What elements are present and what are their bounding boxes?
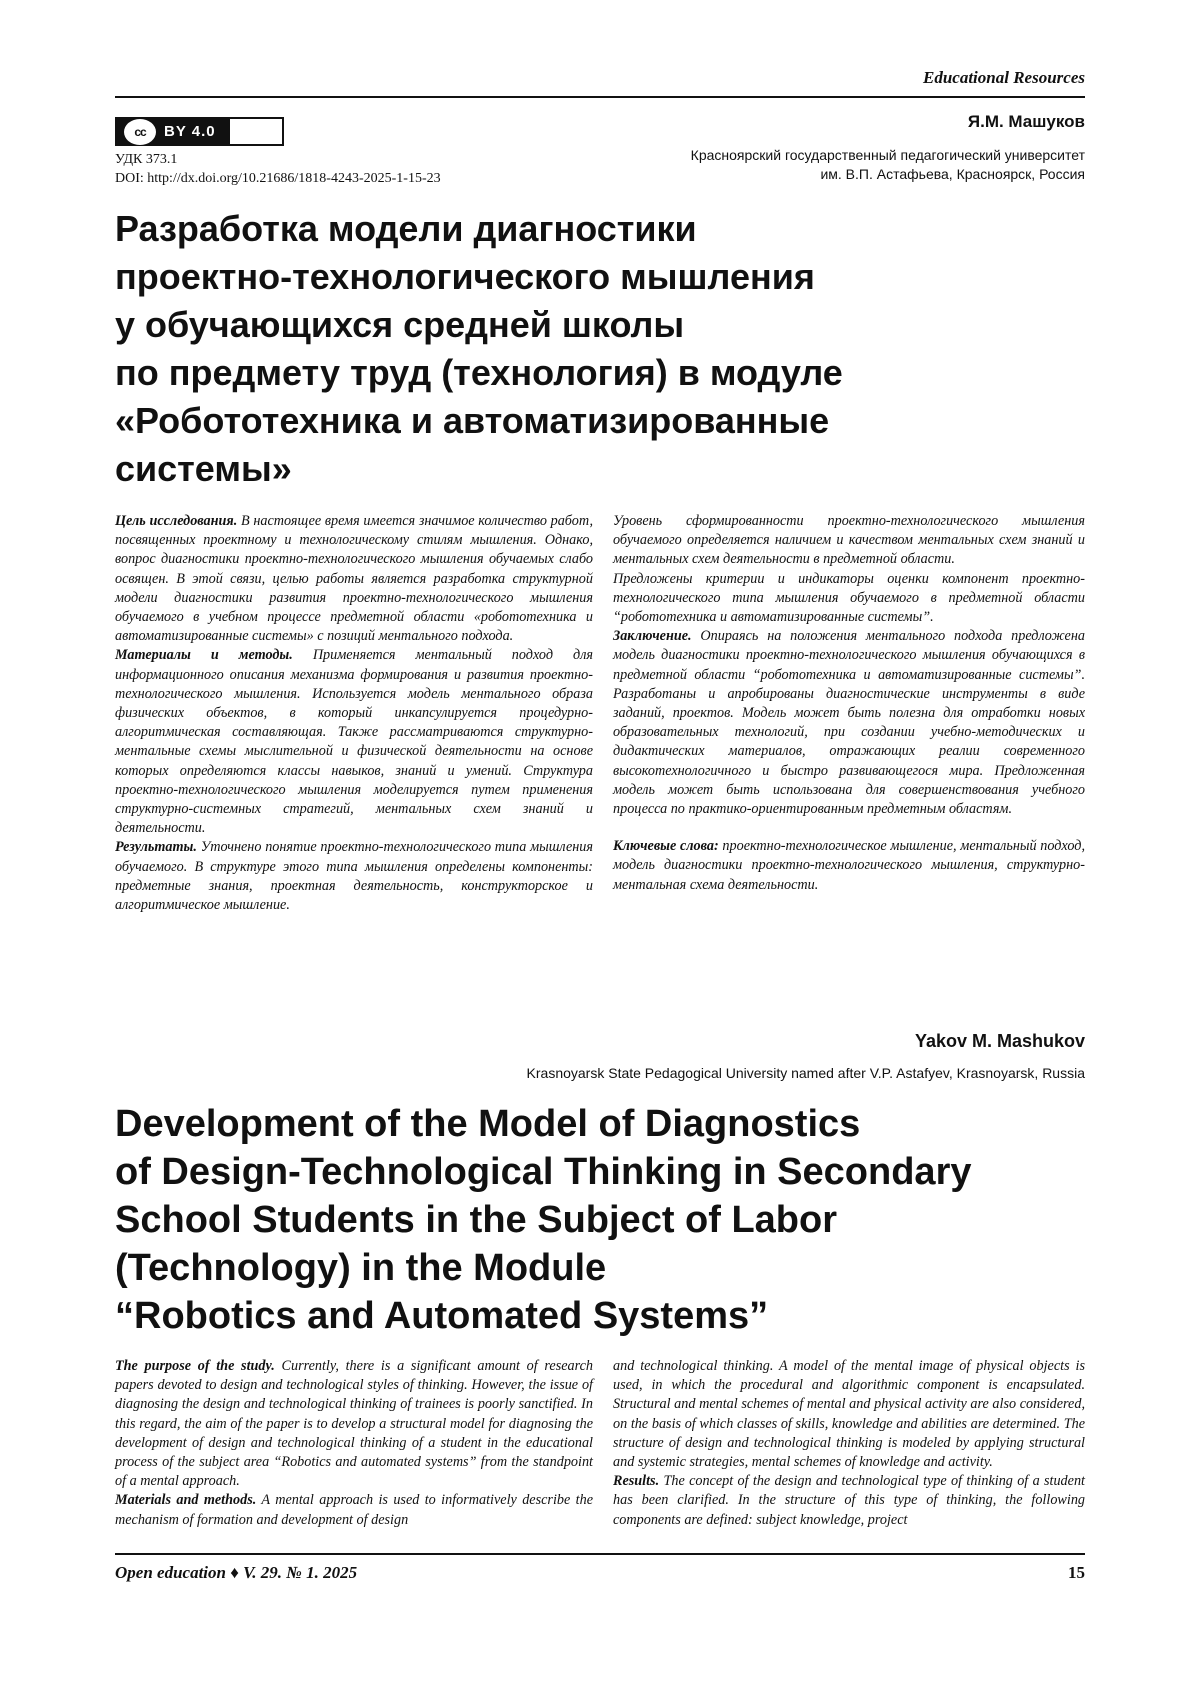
- ru-affiliation-line: Красноярский государственный педагогический университет: [690, 147, 1085, 163]
- en-title-line: (Technology) in the Module: [115, 1247, 607, 1289]
- udc-code: УДК 373.1: [115, 152, 178, 167]
- ru-title-line: «Робототехника и автоматизированные: [115, 400, 830, 441]
- article-meta: [115, 150, 441, 188]
- en-title-line: of Design-Technological Thinking in Secondary: [115, 1151, 972, 1193]
- ru-results-label: Результаты.: [115, 839, 197, 856]
- ru-title: [115, 205, 1075, 493]
- ru-results-text: Уточнено понятие проектно-технологического типа мышления обучаемого. В структуре этого типа мышления определены компоненты: предметные знания, проектная деятельность, конструкторское и алгоритмическое мышление.: [115, 839, 593, 914]
- en-title-line: School Students in the Subject of Labor: [115, 1199, 838, 1241]
- license-badge[interactable]: [115, 117, 284, 146]
- ru-methods-text: Применяется ментальный подход для информационного описания механизма формирования и развития проектно-технологического мышления. Используется модель ментального образа физических объектов, в который инкапсулируется процедурно-алгоритмическая составляющая. Также рассматриваются структурно-ментальные схемы мыслительной и физической деятельности на основе которых определяются классы навыков, знаний и умений. Структура проектно-технологического мышления моделируется путем применения структурно-системных стратегий, ментальных схем знаний и деятельности.: [115, 647, 593, 837]
- cc-icon: cc: [124, 119, 156, 145]
- en-purpose-paragraph: [115, 1357, 593, 1491]
- en-affiliation: Krasnoyarsk State Pedagogical University named after V.P. Astafyev, Krasnoyarsk, Russia: [526, 1065, 1085, 1081]
- ru-methods-paragraph: [115, 646, 593, 838]
- en-purpose-text: Currently, there is a significant amount of research papers devoted to design and technological styles of thinking. However, the issue of diagnosing the design and technological thinking of trainees is poorly sanctified. In this regard, the aim of the paper is to develop a structural model for diagnosing the development of design and technological thinking of a student in the educational process of the subject area “Robotics and automated systems” from the standpoint of a mental approach.: [115, 1358, 593, 1490]
- en-methods-paragraph: [115, 1491, 593, 1529]
- ru-conclusion-label: Заключение.: [613, 628, 692, 645]
- ru-keywords-text: проектно-технологическое мышление, ментальный подход, модель диагностики проектно-технологического мышления, структурно-ментальная схема деятельности.: [613, 838, 1085, 893]
- ru-title-line: системы»: [115, 448, 292, 489]
- ru-title-line: по предмету труд (технология) в модуле: [115, 352, 843, 393]
- en-results-text: The concept of the design and technological type of thinking of a student has been clarified. In the structure of this type of thinking, the following components are defined: subject knowledge, project: [613, 1473, 1085, 1528]
- footer-rule: [115, 1553, 1085, 1555]
- ru-purpose-text: В настоящее время имеется значимое количество работ, посвященных проектному и технологическому стилям мышления. Однако, вопрос диагностики проектно-технологического мышления обучаемых слабо освящен. В этой связи, целью работы является разработка структурной модели диагностики развития проектно-технологического мышления обучаемого в учебном процессе предметной области «робототехника и автоматизированные системы» с позиций ментального подхода.: [115, 513, 593, 645]
- ru-conclusion-text: Опираясь на положения ментального подхода предложена модель диагностики проектно-технологического мышления обучающихся в предметной области “робототехника и автоматизированные системы”. Разработаны и апробированы диагностические инструменты в виде заданий, проектов. Модель может быть полезна для отработки новых образовательных технологий, при создании учебно-методических и дидактических материалов, отражающих реалии современного высокотехнологичного и быстро развивающегося мира. Предложенная модель может быть использована для совершенствования учебного процесса по практико-ориентированным предметным областям.: [613, 628, 1085, 818]
- en-methods-continued: and technological thinking. A model of the mental image of physical objects is used, in which the procedural and algorithmic component is encapsulated. Structural and mental schemes of mental and physical activity are also considered, on the basis of which classes of skills, knowledge and abilities are determined. The structure of design and technological thinking is modeled by applying structural and systemic strategies, mental schemes of knowledge and activity.: [613, 1358, 1085, 1471]
- ru-methods-label: Материалы и методы.: [115, 647, 293, 664]
- ru-criteria-paragraph: Предложены критерии и индикаторы оценки компонент проектно-технологического типа мышления обучаемого в предметной области “робототехника и автоматизированные системы”.: [613, 570, 1085, 626]
- ru-affiliation-line: им. В.П. Астафьева, Красноярск, Россия: [820, 166, 1085, 182]
- en-title-line: “Robotics and Automated Systems”: [115, 1295, 769, 1337]
- ru-keywords-label: Ключевые слова:: [613, 838, 719, 855]
- en-results-paragraph: [613, 1472, 1085, 1530]
- en-abstract-left: [115, 1357, 593, 1530]
- license-label: BY 4.0: [164, 123, 216, 140]
- en-title: [115, 1100, 1085, 1340]
- ru-level-paragraph: Уровень сформированности проектно-технологического мышления обучаемого определяется наличием и качеством ментальных схем знаний и ментальных схем деятельности в предметной области.: [613, 513, 1085, 568]
- ru-title-line: проектно-технологического мышления: [115, 256, 815, 297]
- en-purpose-label: The purpose of the study.: [115, 1358, 275, 1374]
- ru-results-paragraph: [115, 838, 593, 915]
- page-number: 15: [1068, 1563, 1085, 1582]
- ru-title-line: у обучающихся средней школы: [115, 304, 685, 345]
- section-header: Educational Resources: [923, 68, 1085, 87]
- ru-keywords-paragraph: [613, 837, 1085, 895]
- en-title-line: Development of the Model of Diagnostics: [115, 1103, 861, 1145]
- en-methods-text: A mental approach is used to informatively describe the mechanism of formation and development of design: [115, 1492, 594, 1528]
- ru-conclusion-paragraph: [613, 627, 1085, 819]
- ru-affiliation: [560, 146, 1085, 184]
- en-author: Yakov M. Mashukov: [914, 1031, 1085, 1051]
- header-rule: [115, 96, 1085, 98]
- ru-abstract-left: [115, 512, 593, 915]
- doi-link[interactable]: DOI: http://dx.doi.org/10.21686/1818-4243-2025-1-15-23: [115, 171, 441, 186]
- en-methods-label: Materials and methods.: [115, 1492, 257, 1509]
- ru-abstract-right: [613, 512, 1085, 895]
- ru-purpose-paragraph: [115, 512, 593, 646]
- journal-citation: Open education ♦ V. 29. № 1. 2025: [115, 1563, 358, 1582]
- en-abstract-right: [613, 1357, 1085, 1530]
- ru-purpose-label: Цель исследования.: [115, 513, 238, 529]
- en-results-label: Results.: [613, 1473, 660, 1490]
- ru-title-line: Разработка модели диагностики: [115, 208, 697, 249]
- ru-author: Я.М. Машуков: [967, 112, 1085, 131]
- badge-blank: [230, 119, 282, 144]
